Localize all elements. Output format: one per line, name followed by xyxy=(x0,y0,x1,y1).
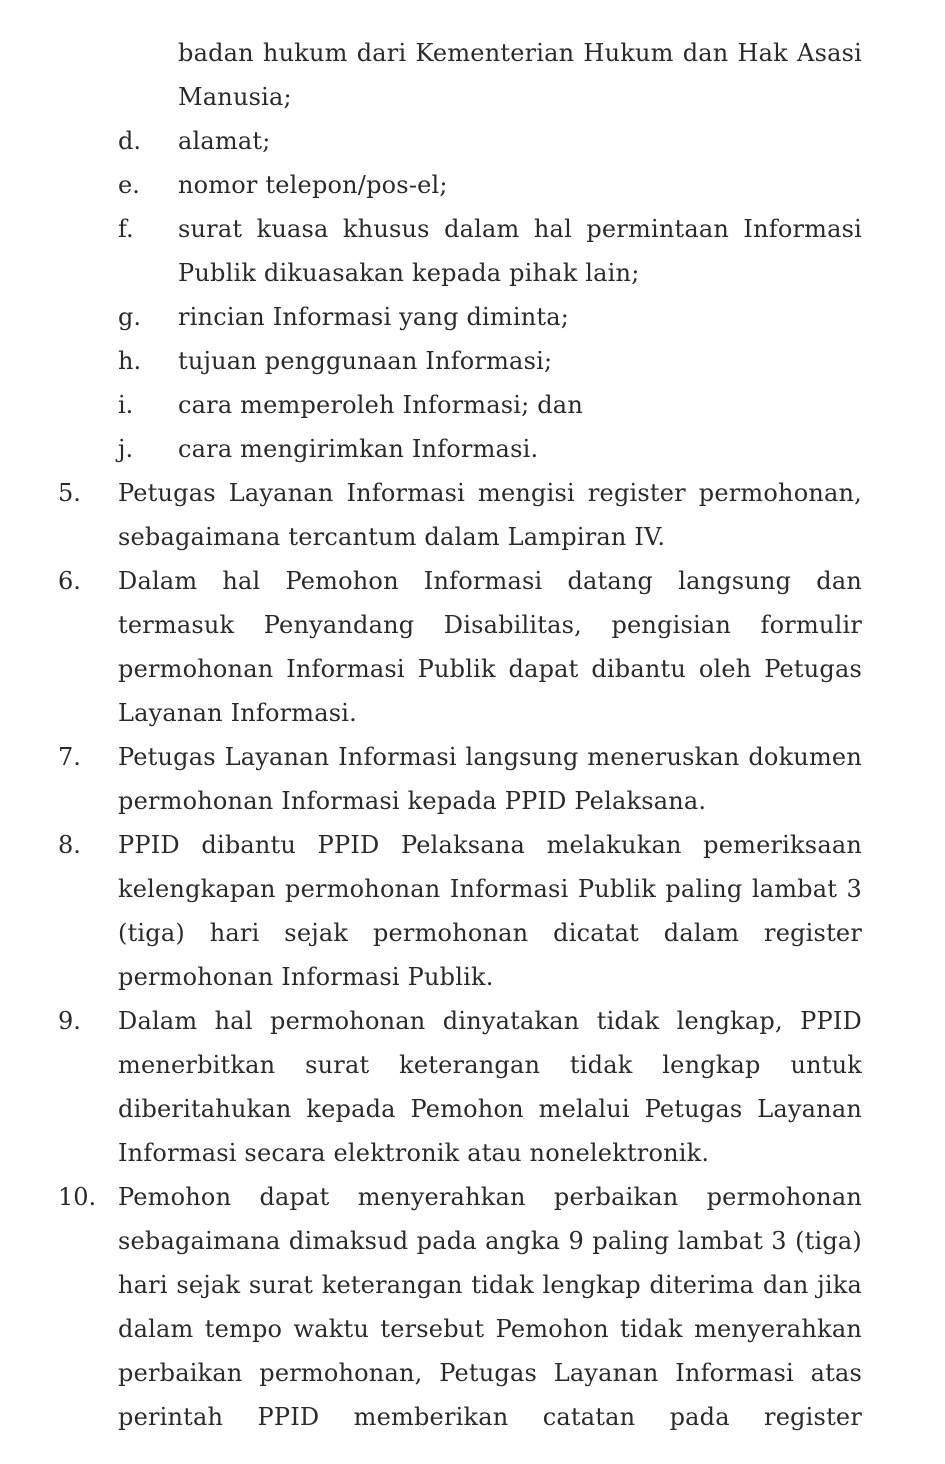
item-9-line-4: Informasi secara elektronik atau nonelektronik. xyxy=(118,1139,710,1167)
item-8-line-2: kelengkapan permohonan Informasi Publik paling lambat 3 xyxy=(118,875,862,903)
item-10-marker: 10. xyxy=(58,1183,97,1211)
item-5-line-2: sebagaimana tercantum dalam Lampiran IV. xyxy=(118,523,666,551)
item-8-line-3: (tiga) hari sejak permohonan dicatat dalam register xyxy=(118,919,862,947)
continuation-line-2: Manusia; xyxy=(178,83,292,111)
sub-item-g-line-1: rincian Informasi yang diminta; xyxy=(178,303,570,331)
item-6-line-3: permohonan Informasi Publik dapat dibantu oleh Petugas xyxy=(118,655,862,683)
item-9-line-2: menerbitkan surat keterangan tidak lengkap untuk xyxy=(118,1051,862,1079)
item-5-line-1: Petugas Layanan Informasi mengisi register permohonan, xyxy=(118,479,862,507)
item-9-line-1: Dalam hal permohonan dinyatakan tidak lengkap, PPID xyxy=(118,1007,862,1035)
item-6-line-4: Layanan Informasi. xyxy=(118,699,357,727)
sub-item-e-marker: e. xyxy=(118,171,140,199)
sub-item-f-marker: f. xyxy=(118,215,134,243)
item-10-line-2: sebagaimana dimaksud pada angka 9 paling lambat 3 (tiga) xyxy=(118,1227,862,1255)
sub-item-i-line-1: cara memperoleh Informasi; dan xyxy=(178,391,583,419)
sub-item-f-line-1: surat kuasa khusus dalam hal permintaan Informasi xyxy=(178,215,862,243)
item-10-line-3: hari sejak surat keterangan tidak lengkap diterima dan jika xyxy=(118,1271,862,1299)
item-7-line-2: permohonan Informasi kepada PPID Pelaksana. xyxy=(118,787,707,815)
item-10-line-6: perintah PPID memberikan catatan pada register xyxy=(118,1403,862,1431)
item-5-marker: 5. xyxy=(58,479,81,507)
sub-item-j-marker: j. xyxy=(118,435,134,463)
item-8-marker: 8. xyxy=(58,831,81,859)
sub-item-i-marker: i. xyxy=(118,391,134,419)
item-7-line-1: Petugas Layanan Informasi langsung meneruskan dokumen xyxy=(118,743,862,771)
item-6-line-2: termasuk Penyandang Disabilitas, pengisian formulir xyxy=(118,611,862,639)
sub-item-d-line-1: alamat; xyxy=(178,127,271,155)
sub-item-h-line-1: tujuan penggunaan Informasi; xyxy=(178,347,553,375)
sub-item-f-line-2: Publik dikuasakan kepada pihak lain; xyxy=(178,259,640,287)
sub-item-d-marker: d. xyxy=(118,127,141,155)
item-10-line-4: dalam tempo waktu tersebut Pemohon tidak menyerahkan xyxy=(118,1315,862,1343)
item-10-line-1: Pemohon dapat menyerahkan perbaikan permohonan xyxy=(118,1183,862,1211)
item-9-marker: 9. xyxy=(58,1007,81,1035)
item-8-line-4: permohonan Informasi Publik. xyxy=(118,963,494,991)
item-9-line-3: diberitahukan kepada Pemohon melalui Petugas Layanan xyxy=(118,1095,862,1123)
item-6-line-1: Dalam hal Pemohon Informasi datang langsung dan xyxy=(118,567,862,595)
continuation-line-1: badan hukum dari Kementerian Hukum dan Hak Asasi xyxy=(178,39,862,67)
sub-item-g-marker: g. xyxy=(118,303,141,331)
sub-item-h-marker: h. xyxy=(118,347,142,375)
item-7-marker: 7. xyxy=(58,743,81,771)
item-6-marker: 6. xyxy=(58,567,81,595)
sub-item-e-line-1: nomor telepon/pos-el; xyxy=(178,171,448,199)
item-8-line-1: PPID dibantu PPID Pelaksana melakukan pemeriksaan xyxy=(118,831,862,859)
item-10-line-5: perbaikan permohonan, Petugas Layanan Informasi atas xyxy=(118,1359,862,1387)
sub-item-j-line-1: cara mengirimkan Informasi. xyxy=(178,435,539,463)
